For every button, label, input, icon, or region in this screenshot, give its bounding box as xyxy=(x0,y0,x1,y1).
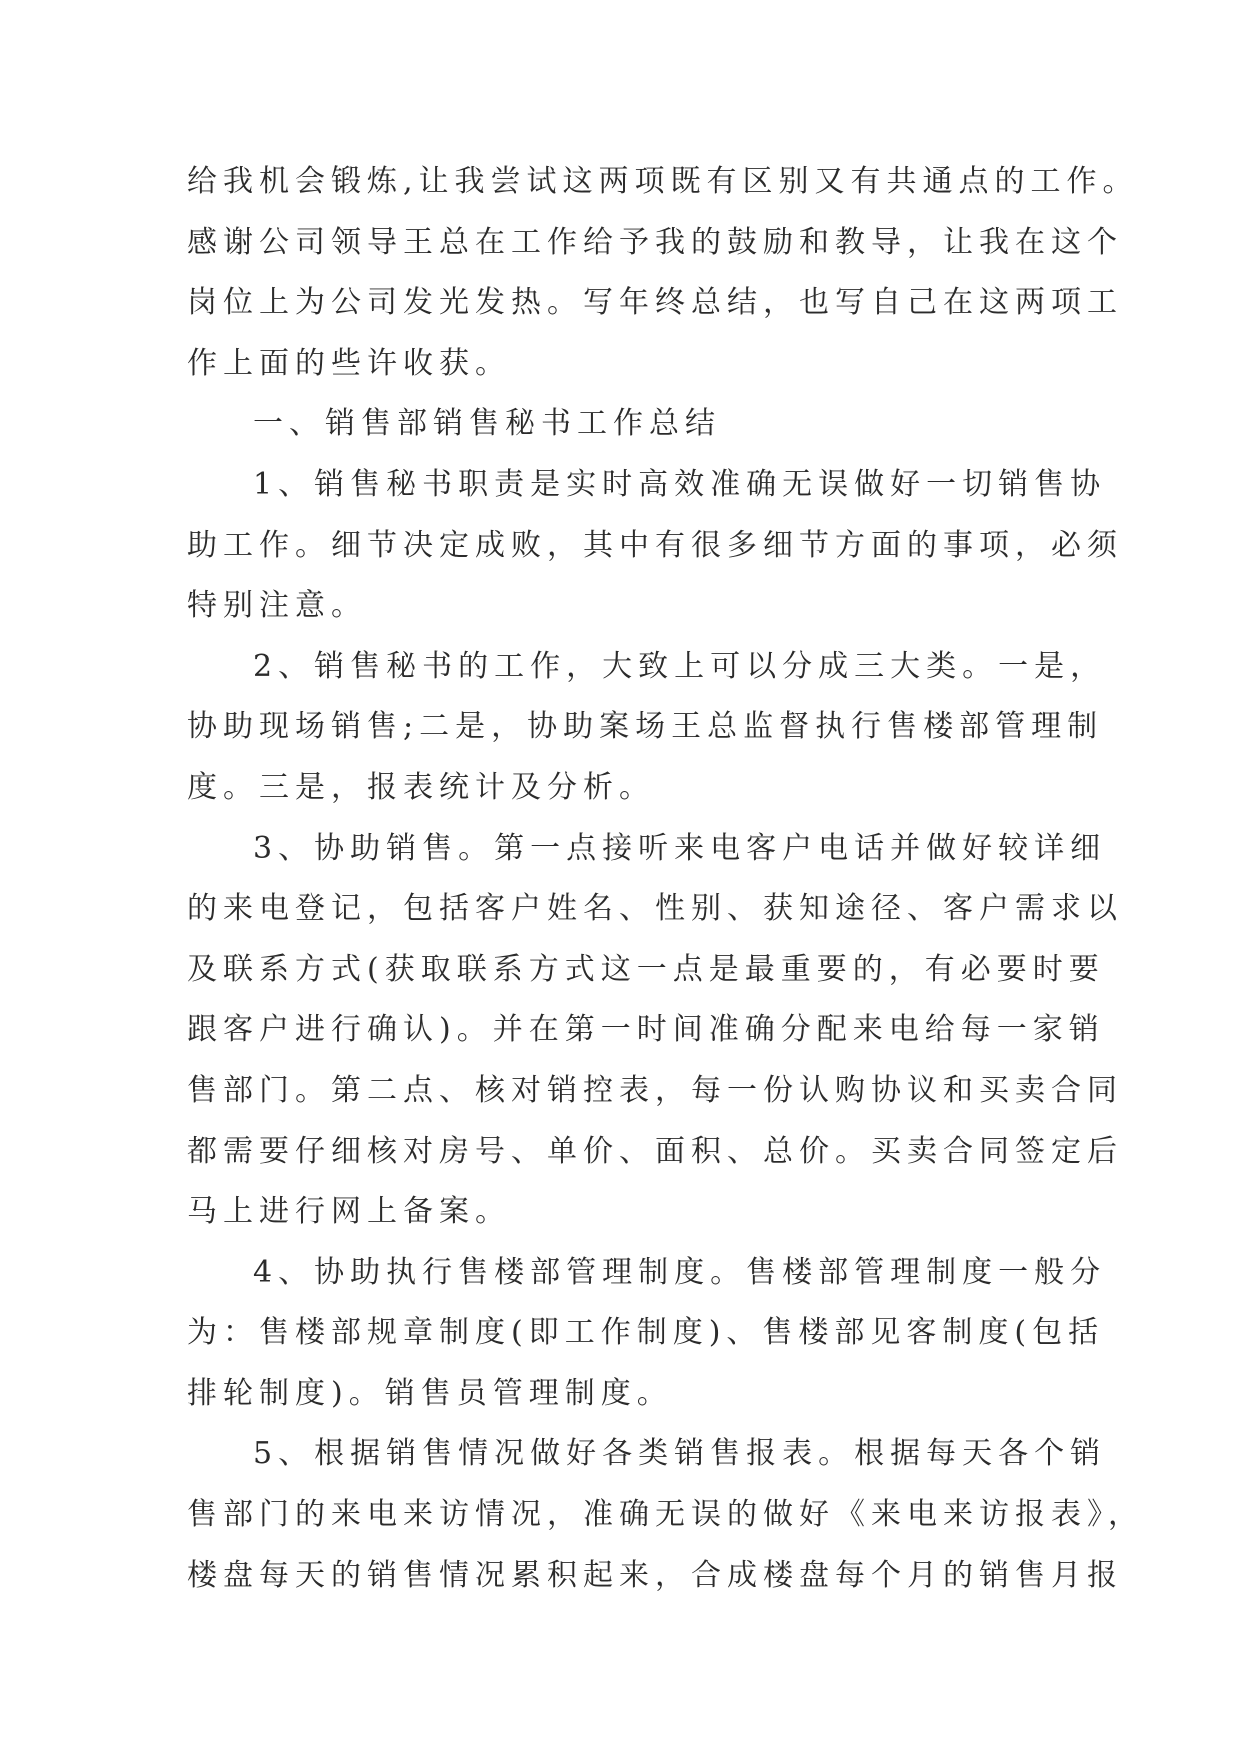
text-line: 排轮制度)。销售员管理制度。 xyxy=(187,1375,673,1411)
text-line: 跟客户进行确认)。并在第一时间准确分配来电给每一家销 xyxy=(187,1012,1105,1048)
text-line: 都需要仔细核对房号、单价、面积、总价。买卖合同签定后 xyxy=(187,1133,1123,1169)
text-line: 作上面的些许收获。 xyxy=(187,345,511,381)
text-line: 及联系方式(获取联系方式这一点是最重要的，有必要时要 xyxy=(187,951,1105,987)
text-line: 4、协助执行售楼部管理制度。售楼部管理制度一般分 xyxy=(253,1254,1107,1290)
text-line: 3、协助销售。第一点接听来电客户电话并做好较详细 xyxy=(253,830,1107,866)
text-line: 5、根据销售情况做好各类销售报表。根据每天各个销 xyxy=(253,1436,1107,1472)
text-line: 度。三是，报表统计及分析。 xyxy=(187,769,655,805)
text-line: 为：售楼部规章制度(即工作制度)、售楼部见客制度(包括 xyxy=(187,1315,1105,1351)
text-line: 售部门。第二点、核对销控表，每一份认购协议和买卖合同 xyxy=(187,1072,1123,1108)
text-line: 的来电登记，包括客户姓名、性别、获知途径、客户需求以 xyxy=(187,891,1123,927)
text-line: 2、销售秘书的工作，大致上可以分成三大类。一是， xyxy=(253,648,1107,684)
text-line: 马上进行网上备案。 xyxy=(187,1194,511,1230)
text-line: 给我机会锻炼,让我尝试这两项既有区别又有共通点的工作。 xyxy=(187,164,1139,199)
text-line: 助工作。细节决定成败，其中有很多细节方面的事项，必须 xyxy=(187,527,1123,563)
text-line: 岗位上为公司发光发热。写年终总结，也写自己在这两项工 xyxy=(187,285,1123,321)
text-line: 协助现场销售;二是，协助案场王总监督执行售楼部管理制 xyxy=(187,709,1104,745)
text-line: 售部门的来电来访情况，准确无误的做好《来电来访报表》， xyxy=(187,1497,1144,1533)
text-line: 楼盘每天的销售情况累积起来，合成楼盘每个月的销售月报 xyxy=(187,1557,1123,1593)
text-line: 特别注意。 xyxy=(187,588,367,624)
body-text xyxy=(187,152,1144,1606)
text-line: 感谢公司领导王总在工作给予我的鼓励和教导，让我在这个 xyxy=(187,224,1123,260)
text-line: 1、销售秘书职责是实时高效准确无误做好一切销售协 xyxy=(253,466,1107,502)
section-heading: 一、销售部销售秘书工作总结 xyxy=(253,406,721,442)
